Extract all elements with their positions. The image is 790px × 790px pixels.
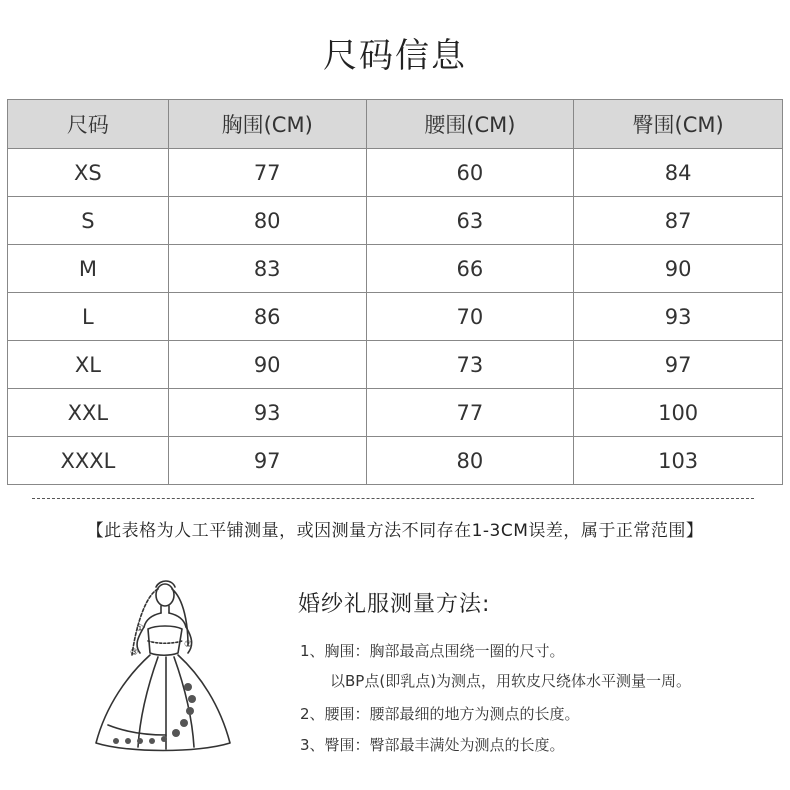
cell-hip: 87 bbox=[574, 197, 783, 245]
header-size: 尺码 bbox=[8, 100, 169, 149]
measurement-note: 【此表格为人工平铺测量，或因测量方法不同存在1-3CM误差，属于正常范围】 bbox=[86, 521, 704, 541]
cell-waist: 60 bbox=[366, 149, 574, 197]
cell-bust: 97 bbox=[168, 437, 366, 485]
table-row bbox=[8, 341, 783, 389]
cell-size: L bbox=[8, 293, 169, 341]
marker-2: ② bbox=[184, 640, 193, 650]
cell-hip: 100 bbox=[574, 389, 783, 437]
table-row bbox=[8, 437, 783, 485]
page-title: 尺码信息 bbox=[323, 36, 467, 76]
cell-size: XL bbox=[8, 341, 169, 389]
table-row bbox=[8, 197, 783, 245]
header-hip: 臀围(CM) bbox=[574, 100, 783, 149]
table-row bbox=[8, 389, 783, 437]
table-row bbox=[8, 293, 783, 341]
cell-waist: 63 bbox=[366, 197, 574, 245]
cell-waist: 80 bbox=[366, 437, 574, 485]
wedding-dress-illustration-icon bbox=[88, 575, 236, 770]
table-header-row bbox=[8, 100, 783, 149]
size-table bbox=[7, 99, 783, 485]
marker-3: ③ bbox=[130, 648, 139, 658]
cell-hip: 93 bbox=[574, 293, 783, 341]
cell-size: XXL bbox=[8, 389, 169, 437]
cell-size: XXXL bbox=[8, 437, 169, 485]
cell-hip: 97 bbox=[574, 341, 783, 389]
cell-bust: 90 bbox=[168, 341, 366, 389]
header-bust: 胸围(CM) bbox=[168, 100, 366, 149]
cell-size: XS bbox=[8, 149, 169, 197]
method-title: 婚纱礼服测量方法: bbox=[298, 592, 491, 617]
cell-size: M bbox=[8, 245, 169, 293]
table-row bbox=[8, 245, 783, 293]
method-hip: 3、臀围：臀部最丰满处为测点的长度。 bbox=[300, 736, 565, 754]
cell-waist: 73 bbox=[366, 341, 574, 389]
cell-bust: 86 bbox=[168, 293, 366, 341]
cell-bust: 93 bbox=[168, 389, 366, 437]
table-row bbox=[8, 149, 783, 197]
cell-waist: 66 bbox=[366, 245, 574, 293]
cell-waist: 77 bbox=[366, 389, 574, 437]
method-bust: 1、胸围：胸部最高点围绕一圈的尺寸。 bbox=[300, 642, 565, 660]
cell-waist: 70 bbox=[366, 293, 574, 341]
dashed-divider bbox=[32, 498, 754, 499]
cell-size: S bbox=[8, 197, 169, 245]
cell-bust: 83 bbox=[168, 245, 366, 293]
marker-1: ① bbox=[136, 624, 145, 634]
method-bust-detail: 以BP点(即乳点)为测点，用软皮尺绕体水平测量一周。 bbox=[330, 672, 692, 690]
cell-hip: 103 bbox=[574, 437, 783, 485]
cell-hip: 90 bbox=[574, 245, 783, 293]
cell-bust: 77 bbox=[168, 149, 366, 197]
header-waist: 腰围(CM) bbox=[366, 100, 574, 149]
cell-bust: 80 bbox=[168, 197, 366, 245]
method-waist: 2、腰围：腰部最细的地方为测点的长度。 bbox=[300, 705, 580, 723]
cell-hip: 84 bbox=[574, 149, 783, 197]
